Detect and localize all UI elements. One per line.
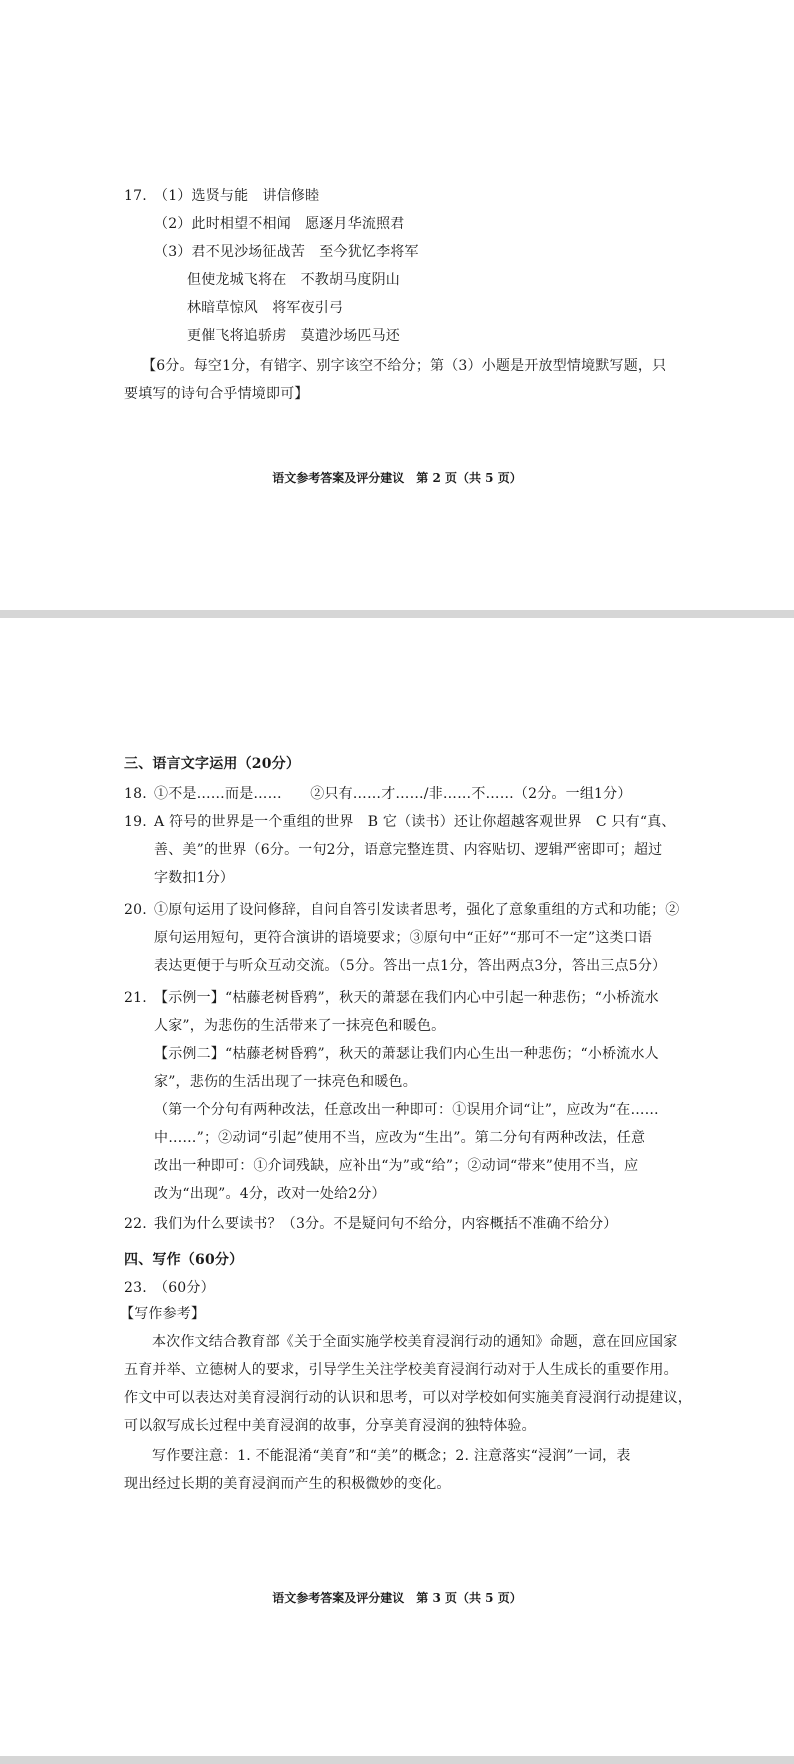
q18-answer: ①不是……而是…… ②只有……才……/非……不……（2分。一组1分） — [154, 786, 632, 802]
q21-answer-7: 改出一种即可：①介词残缺，应补出“为”或“给”；②动词“带来”使用不当，应 — [154, 1158, 639, 1174]
q23-line — [124, 1278, 215, 1298]
q20-line-1 — [124, 900, 679, 920]
q19-line-1 — [124, 812, 676, 832]
q21-number: 21. — [124, 990, 147, 1006]
q17-line-1 — [124, 186, 319, 206]
q19-answer-1: A 符号的世界是一个重组的世界 B 它（读书）还让你超越客观世界 C 只有“真、 — [154, 814, 676, 830]
q17-answer-4: 但使龙城飞将在 不教胡马度阴山 — [187, 272, 400, 288]
q17-answer-6: 更催飞将追骄虏 莫遣沙场匹马还 — [187, 328, 400, 344]
section-4-title: 四、写作（60分） — [124, 1252, 244, 1268]
q17-scoring-note-2: 要填写的诗句合乎情境即可】 — [124, 386, 309, 402]
q21-answer-8: 改为“出现”。4分，改对一处给2分） — [154, 1186, 386, 1202]
q17-answer-5: 林暗草惊风 将军夜引弓 — [187, 300, 344, 316]
q21-answer-2: 人家”，为悲伤的生活带来了一抹亮色和暖色。 — [154, 1018, 446, 1034]
q20-number: 20. — [124, 902, 147, 918]
q17-number: 17. — [124, 188, 147, 204]
page-divider-bottom — [0, 1756, 794, 1764]
writing-reference-para2-line2: 现出经过长期的美育浸润而产生的积极微妙的变化。 — [124, 1476, 451, 1492]
writing-reference-para1-line3: 作文中可以表达对美育浸润行动的认识和思考，可以对学校如何实施美育浸润行动提建议， — [124, 1390, 692, 1406]
q17-answer-3: （3）君不见沙场征战苦 至今犹忆李将军 — [154, 244, 419, 260]
q21-answer-6: 中……”；②动词“引起”使用不当，应改为“生出”。第二分句有两种改法，任意 — [154, 1130, 646, 1146]
q20-answer-3: 表达更便于与听众互动交流。（5分。答出一点1分，答出两点3分，答出三点5分） — [154, 958, 667, 974]
q22-line — [124, 1214, 618, 1234]
writing-reference-para2-line1: 写作要注意：1. 不能混淆“美育”和“美”的概念；2. 注意落实“浸润”一词，表 — [152, 1448, 631, 1464]
page-2-footer: 语文参考答案及评分建议 第 2 页（共 5 页） — [272, 471, 522, 485]
q17-scoring-note-1: 【6分。每空1分，有错字、别字该空不给分；第（3）小题是开放型情境默写题，只 — [142, 358, 667, 374]
q19-answer-2: 善、美”的世界（6分。一句2分，语意完整连贯、内容贴切、逻辑严密即可；超过 — [154, 842, 663, 858]
q22-answer: 我们为什么要读书？（3分。不是疑问句不给分，内容概括不准确不给分） — [154, 1216, 618, 1232]
writing-reference-para1-line4: 可以叙写成长过程中美育浸润的故事，分享美育浸润的独特体验。 — [124, 1418, 536, 1434]
document-page-2 — [0, 0, 794, 610]
q22-number: 22. — [124, 1216, 147, 1232]
q21-answer-1: 【示例一】“枯藤老树昏鸦”，秋天的萧瑟在我们内心中引起一种悲伤；“小桥流水 — [154, 990, 659, 1006]
q21-line-1 — [124, 988, 659, 1008]
q23-score: （60分） — [154, 1280, 215, 1296]
q19-number: 19. — [124, 814, 147, 830]
q18-line — [124, 784, 632, 804]
q17-answer-2: （2）此时相望不相闻 愿逐月华流照君 — [154, 216, 405, 232]
page-divider — [0, 610, 794, 618]
q20-answer-1: ①原句运用了设问修辞，自问自答引发读者思考，强化了意象重组的方式和功能；② — [154, 902, 680, 918]
q18-number: 18. — [124, 786, 147, 802]
document-page-3 — [0, 618, 794, 1758]
q21-answer-5: （第一个分句有两种改法，任意改出一种即可：①误用介词“让”，应改为“在…… — [154, 1102, 659, 1118]
q17-answer-1: （1）选贤与能 讲信修睦 — [154, 188, 320, 204]
q19-answer-3: 字数扣1分） — [154, 870, 235, 886]
section-3-title: 三、语言文字运用（20分） — [124, 756, 301, 772]
q23-number: 23. — [124, 1280, 147, 1296]
q20-answer-2: 原句运用短句，更符合演讲的语境要求；③原句中“正好”“那可不一定”这类口语 — [154, 930, 653, 946]
writing-reference-para1-line2: 五育并举、立德树人的要求，引导学生关注学校美育浸润行动对于人生成长的重要作用。 — [124, 1362, 678, 1378]
q21-answer-4: 家”，悲伤的生活出现了一抹亮色和暖色。 — [154, 1074, 417, 1090]
writing-reference-title: 【写作参考】 — [120, 1306, 206, 1322]
writing-reference-para1-line1: 本次作文结合教育部《关于全面实施学校美育浸润行动的通知》命题，意在回应国家 — [152, 1334, 678, 1350]
page-3-footer: 语文参考答案及评分建议 第 3 页（共 5 页） — [272, 1591, 522, 1605]
q21-answer-3: 【示例二】“枯藤老树昏鸦”，秋天的萧瑟让我们内心生出一种悲伤；“小桥流水人 — [154, 1046, 659, 1062]
